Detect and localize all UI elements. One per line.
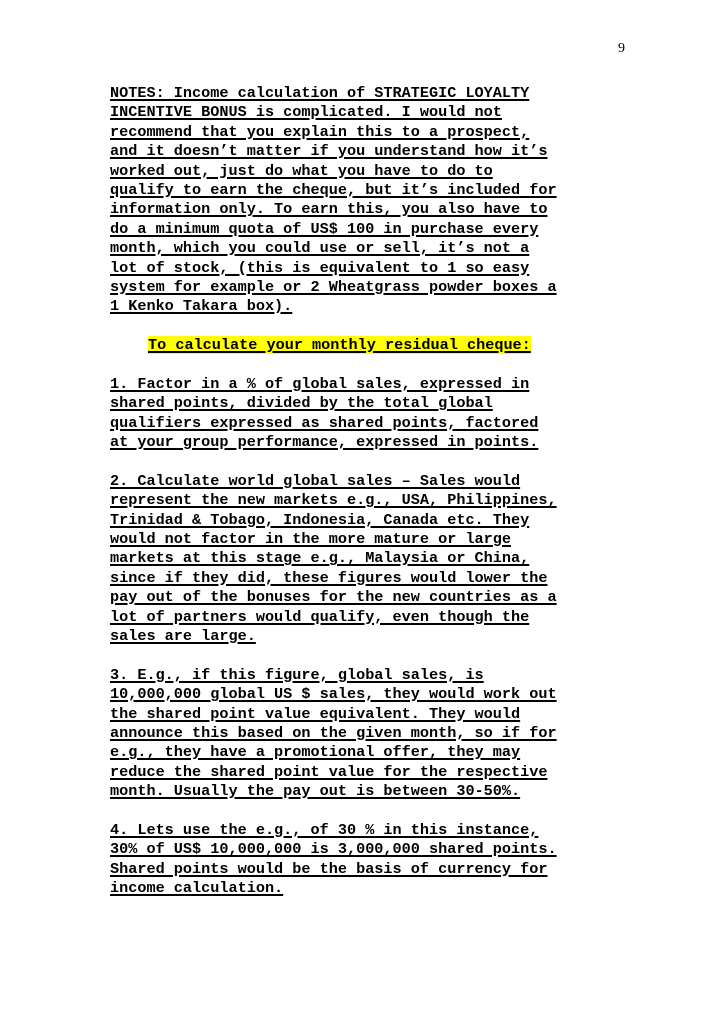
text-line: 1. Factor in a % of global sales, expressed in: [110, 374, 530, 393]
spacer: [110, 646, 620, 665]
text-line: qualifiers expressed as shared points, factored: [110, 413, 539, 432]
text-line: and it doesn’t matter if you understand how it’s: [110, 142, 548, 161]
text-line: system for example or 2 Wheatgrass powder boxes a: [110, 277, 557, 296]
text-line: information only. To earn this, you also have to: [110, 200, 548, 219]
text-line: 2. Calculate world global sales – Sales would: [110, 471, 521, 490]
text-line: 10,000,000 global US $ sales, they would work out: [110, 685, 557, 704]
text-line: would not factor in the more mature or large: [110, 529, 512, 548]
text-line: qualify to earn the cheque, but it’s included for: [110, 180, 557, 199]
text-line: represent the new markets e.g., USA, Philippines,: [110, 491, 557, 510]
text-line: the shared point value equivalent. They would: [110, 704, 521, 723]
point-2-paragraph: [110, 472, 620, 647]
highlighted-heading-text: To calculate your monthly residual cheque:: [148, 336, 531, 355]
text-line: do a minimum quota of US$ 100 in purchase every: [110, 219, 539, 238]
text-line: 30% of US$ 10,000,000 is 3,000,000 shared points.: [110, 840, 557, 859]
text-line: month, which you could use or sell, it’s not a: [110, 239, 530, 258]
text-line: INCENTIVE BONUS is complicated. I would not: [110, 103, 502, 122]
text-line: pay out of the bonuses for the new countries as a: [110, 588, 557, 607]
text-line: markets at this stage e.g., Malaysia or China,: [110, 549, 530, 568]
text-line: 3. E.g., if this figure, global sales, is: [110, 665, 484, 684]
text-line: Trinidad & Tobago, Indonesia, Canada etc. They: [110, 510, 530, 529]
text-line: reduce the shared point value for the respective: [110, 762, 548, 781]
spacer: [110, 801, 620, 820]
text-line: announce this based on the given month, so if for: [110, 723, 557, 742]
text-line: at your group performance, expressed in points.: [110, 433, 539, 452]
spacer: [110, 355, 620, 374]
text-line: lot of partners would qualify, even though the: [110, 607, 530, 626]
text-line: 1 Kenko Takara box).: [110, 297, 293, 316]
text-line: NOTES: Income calculation of STRATEGIC LOYALTY: [110, 84, 530, 102]
page-number: 9: [618, 41, 625, 56]
point-3-paragraph: [110, 666, 620, 802]
text-line: sales are large.: [110, 626, 256, 645]
text-line: 4. Lets use the e.g., of 30 % in this instance,: [110, 820, 539, 839]
section-heading: [110, 336, 620, 355]
spacer: [110, 317, 620, 336]
text-line: month. Usually the pay out is between 30-50%.: [110, 782, 521, 801]
text-line: recommend that you explain this to a prospect,: [110, 122, 530, 141]
text-line: lot of stock, (this is equivalent to 1 so easy: [110, 258, 530, 277]
text-line: Shared points would be the basis of currency for: [110, 859, 548, 878]
text-line: since if they did, these figures would lower the: [110, 568, 548, 587]
text-line: worked out, just do what you have to do to: [110, 161, 493, 180]
document-body: [110, 84, 620, 898]
spacer: [110, 452, 620, 471]
text-line: income calculation.: [110, 879, 284, 898]
point-4-paragraph: [110, 821, 620, 899]
text-line: shared points, divided by the total global: [110, 394, 493, 413]
notes-paragraph: [110, 84, 620, 317]
text-line: e.g., they have a promotional offer, they may: [110, 743, 521, 762]
point-1-paragraph: [110, 375, 620, 453]
